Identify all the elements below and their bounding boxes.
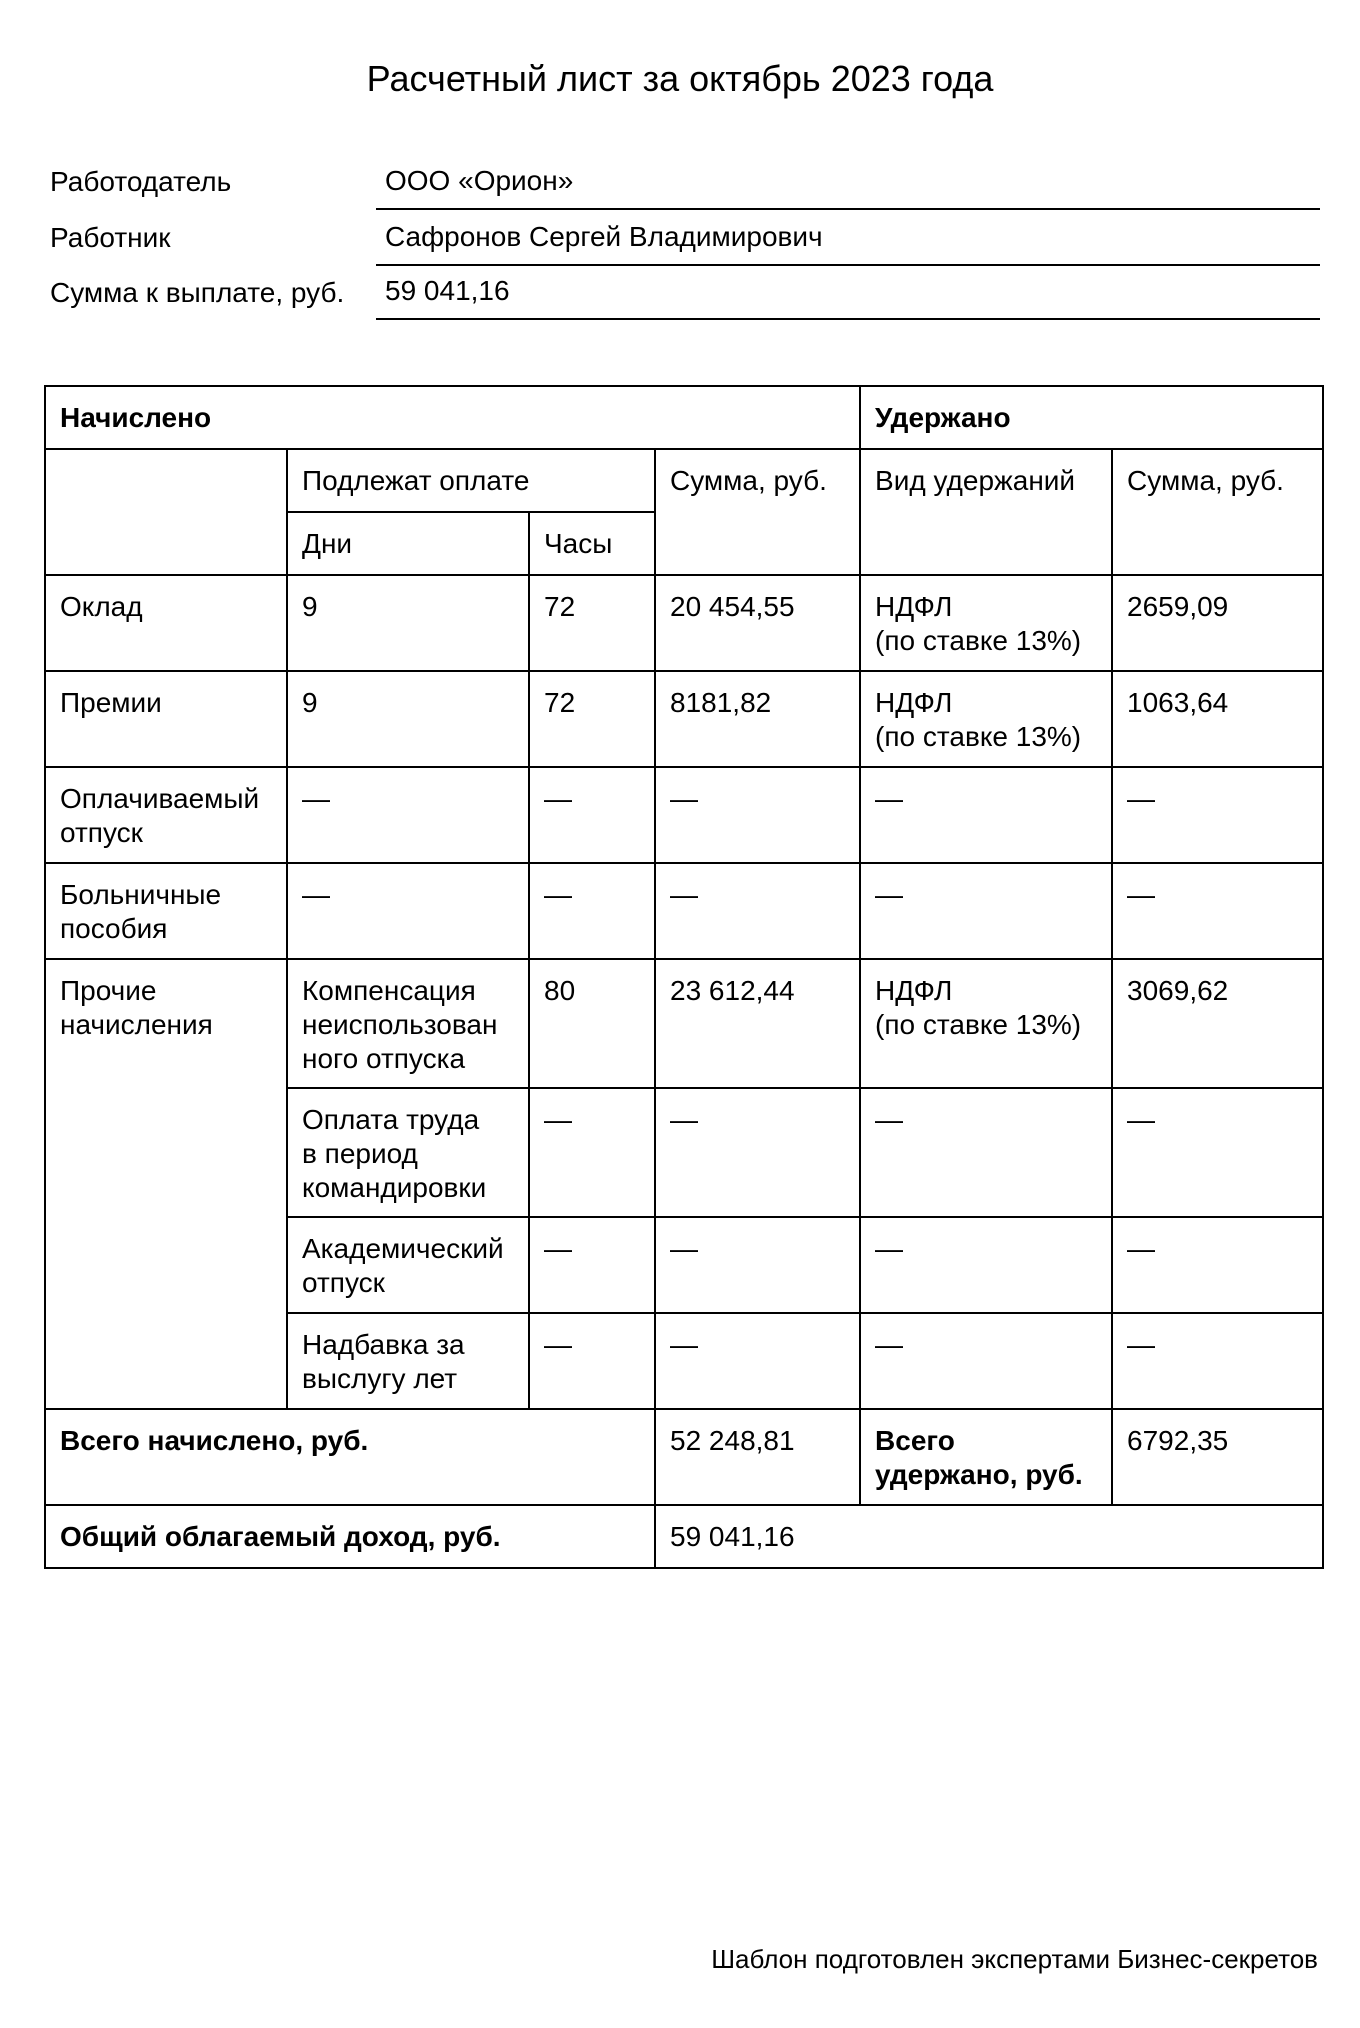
hours-header: Часы (529, 512, 655, 575)
withholding-cell: — (860, 1313, 1112, 1409)
empty-corner-cell (45, 449, 287, 575)
withheld-cell: — (1112, 767, 1323, 863)
withheld-cell: — (1112, 1088, 1323, 1217)
table-row (45, 575, 1323, 671)
table-row (45, 449, 1323, 512)
withheld-cell: — (1112, 1217, 1323, 1313)
hours-cell: — (529, 1088, 655, 1217)
sum-cell: 8181,82 (655, 671, 860, 767)
sum-cell: — (655, 767, 860, 863)
table-row (45, 386, 1323, 449)
withheld-cell: — (1112, 863, 1323, 959)
table-row (45, 1505, 1323, 1568)
hours-cell: — (529, 863, 655, 959)
sum-cell: — (655, 863, 860, 959)
hours-cell: 80 (529, 959, 655, 1088)
withheld-cell: — (1112, 1313, 1323, 1409)
table-row (45, 959, 1323, 1088)
withholding-cell: — (860, 1217, 1112, 1313)
days-cell: — (287, 767, 529, 863)
payout-label: Сумма к выплате, руб. (50, 277, 345, 308)
withheld-header: Удержано (860, 386, 1323, 449)
sum-cell: — (655, 1313, 860, 1409)
page-title: Расчетный лист за октябрь 2023 года (366, 58, 994, 99)
hours-cell: — (529, 767, 655, 863)
other-item-label: Компенсация неиспользован ного отпуска (287, 959, 529, 1088)
withheld-cell: 2659,09 (1112, 575, 1323, 671)
payslip-table (44, 385, 1324, 1569)
other-accruals-label: Прочие начисления (45, 959, 287, 1409)
table-row (45, 767, 1323, 863)
total-accrued-value: 52 248,81 (655, 1409, 860, 1505)
hours-cell: — (529, 1217, 655, 1313)
accrued-header: Начислено (45, 386, 860, 449)
days-cell: — (287, 863, 529, 959)
withholding-cell: — (860, 767, 1112, 863)
hours-cell: 72 (529, 575, 655, 671)
withheld-cell: 3069,62 (1112, 959, 1323, 1088)
other-item-label: Надбавка за выслугу лет (287, 1313, 529, 1409)
row-label: Оклад (45, 575, 287, 671)
withholding-cell: НДФЛ (по ставке 13%) (860, 575, 1112, 671)
other-item-label: Оплата труда в период командировки (287, 1088, 529, 1217)
withholding-cell: — (860, 1088, 1112, 1217)
sum-cell: 23 612,44 (655, 959, 860, 1088)
days-header: Дни (287, 512, 529, 575)
withheld-sum-header: Сумма, руб. (1112, 449, 1323, 575)
days-cell: 9 (287, 671, 529, 767)
hours-cell: 72 (529, 671, 655, 767)
employee-label: Работник (50, 222, 171, 253)
employer-field: ООО «Орион» (376, 156, 1320, 210)
table-row (45, 863, 1323, 959)
withholding-cell: НДФЛ (по ставке 13%) (860, 671, 1112, 767)
footer-note: Шаблон подготовлен экспертами Бизнес-секретов (711, 1944, 1318, 1974)
withholding-cell: НДФЛ (по ставке 13%) (860, 959, 1112, 1088)
taxable-income-value: 59 041,16 (655, 1505, 1323, 1568)
payout-field: 59 041,16 (376, 266, 1320, 320)
row-label: Больничные пособия (45, 863, 287, 959)
sum-cell: 20 454,55 (655, 575, 860, 671)
hours-cell: — (529, 1313, 655, 1409)
sum-header: Сумма, руб. (655, 449, 860, 575)
sum-cell: — (655, 1088, 860, 1217)
employee-field: Сафронов Сергей Владимирович (376, 212, 1320, 266)
withholding-type-header: Вид удержаний (860, 449, 1112, 575)
days-cell: 9 (287, 575, 529, 671)
other-item-label: Академический отпуск (287, 1217, 529, 1313)
taxable-income-label: Общий облагаемый доход, руб. (45, 1505, 655, 1568)
withheld-cell: 1063,64 (1112, 671, 1323, 767)
total-withheld-value: 6792,35 (1112, 1409, 1323, 1505)
employer-label: Работодатель (50, 166, 232, 197)
row-label: Оплачиваемый отпуск (45, 767, 287, 863)
payable-header: Подлежат оплате (287, 449, 655, 512)
row-label: Премии (45, 671, 287, 767)
sum-cell: — (655, 1217, 860, 1313)
withholding-cell: — (860, 863, 1112, 959)
table-row (45, 671, 1323, 767)
table-row (45, 1409, 1323, 1505)
total-accrued-label: Всего начислено, руб. (45, 1409, 655, 1505)
total-withheld-label: Всего удержано, руб. (860, 1409, 1112, 1505)
